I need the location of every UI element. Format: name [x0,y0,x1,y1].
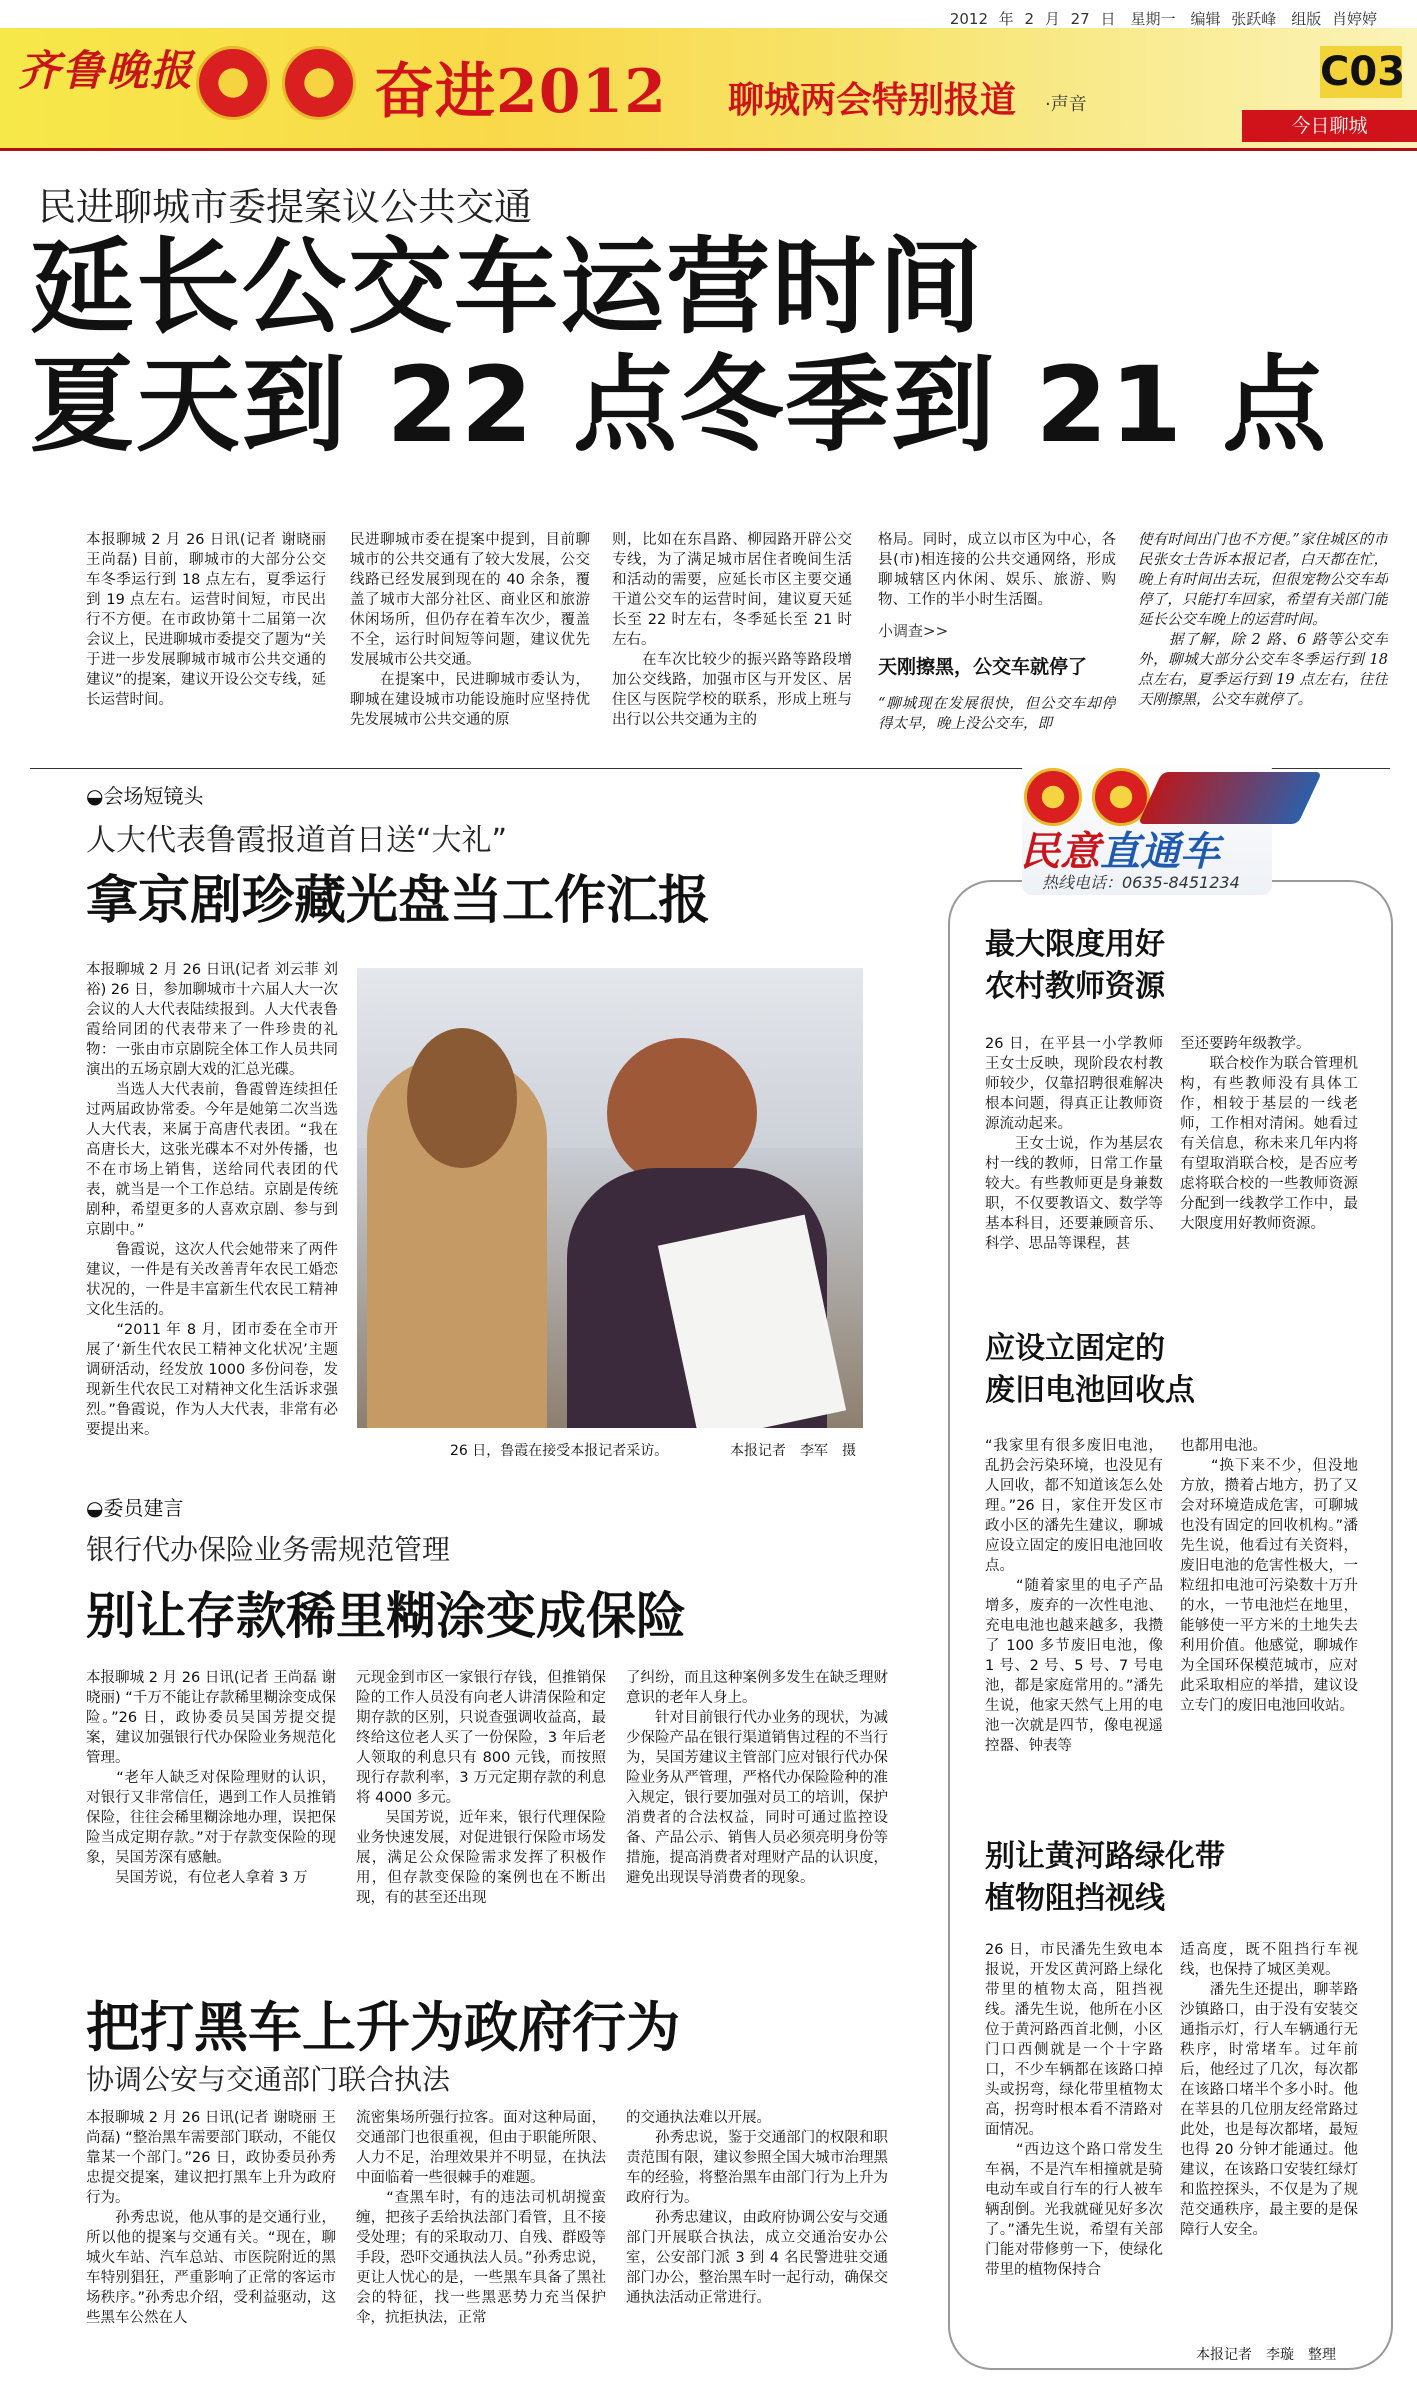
sidebar-s1-title-1: 最大限度用好 [985,927,1165,962]
banner-title: 奋进2012 [374,57,667,127]
story4-col-1: 本报聊城 2 月 26 日讯(记者 谢晓丽 王尚磊) “整治黑车需要部门联动，不能仅靠某一个部门。”26 日，政协委员孙秀忠提交提案，建议把打黑车上升为政府行为。 孙秀忠说，他从事的是交通行业，所以他的提案与交通有关。“现在，聊城火车站、汽车总站、市医院附近的黑车特别猖狂，严重影响了正常的客运市场秩序。”孙秀忠介绍，受利益驱动，这些黑车公然在人 [86,2110,336,2326]
story2-kicker: 人大代表鲁霞报道首日送“大礼” [86,823,508,858]
story3-tag [86,1492,183,1521]
lead-col-2: 民进聊城市委在提案中提到，目前聊城市的公共交通有了较大发展，公交线路已经发展到现在的 40 余条，覆盖了城市大部分社区、商业区和旅游休闲场所，但仍存在着车次少，覆盖不全，运行时间短等问题，建议优先发展城市公共交通。 在提案中，民进聊城市委认为，聊城在建设城市功能设施时应坚持优先发展城市公共交通的原 [350,532,590,728]
photo-credit: 本报记者 李军 摄 [730,1443,856,1459]
lead-headline [30,228,1328,464]
news-photo [357,968,863,1428]
survey-subhead: 天刚擦黑，公交车就停了 [878,656,1088,678]
lead-col-4: 格局。同时，成立以市区为中心，各县(市)相连接的公共交通网络，形成聊城辖区内休闲、娱乐、旅游、购物、工作的半小时生活圈。 [878,532,1116,608]
cppcc-emblem-icon [282,46,356,120]
bullet-icon: ◒ [86,784,104,808]
sidebar-s2-col-1: “我家里有很多废旧电池，乱扔会污染环境，也没见有人回收，都不知道该怎么处理。”26 日，家住开发区市政小区的潘先生建议，聊城应设立固定的废旧电池回收点。 “随着家里的电子产品增多，废弃的一次性电池、充电电池也越来越多，我攒了 100 多节废旧电池，像 1 号、2 号、5 号、7 号电池，都是家庭常用的。”潘先生说，他家天然气上用的电池一次就是四节，像电视遥控器、钟表等 [985,1438,1163,1754]
survey-kicker: 小调查>> [878,622,949,640]
story2-headline: 拿京剧珍藏光盘当工作汇报 [86,871,711,931]
sidebar-s1-title-2: 农村教师资源 [985,969,1165,1004]
story3-col-3: 了纠纷，而且这种案例多发生在缺乏理财意识的老年人身上。 针对目前银行代办业务的现状，为减少保险产品在银行渠道销售过程的不当行为，吴国芳建议主管部门应对银行代办保险业务从严管理，严格代办保险险种的准入规定，银行要加强对员工的培训，保护消费者的合法权益，同时可通过监控设备、产品公示、销售人员必须亮明身份等措施，提高消费者对理财产品的认识度，避免出现误导消费者的现象。 [626,1670,888,1886]
sidebar-s2-col-2: 也都用电池。 “换下来不少，但没地方放，攒着占地方，扔了又会对环境造成危害，可聊城也没有固定的回收机构。”潘先生说，他看过有关资料，废旧电池的危害性极大，一粒纽扣电池可污染数十万升的水，一节电池烂在地里，能够使一平方米的土地失去利用价值。他感觉，聊城作为全国环保模范城市，应对此采取相应的举措，建议设立专门的废旧电池回收站。 [1180,1438,1358,1714]
national-emblem-icon [196,46,270,120]
lead-col-3: 则，比如在东昌路、柳园路开辟公交专线，为了满足城市居住者晚间生活和活动的需要，应延长市区主要交通干道公交车的运营时间，建议夏天延长至 22 时左右，冬季延长至 21 时左右。 在车次比较少的振兴路等路段增加公交线路，加强市区与开发区、居住区与医院学校的联系，形成上班与出行以公共交通为主的 [612,532,852,728]
bullet-icon: ◒ [86,1496,104,1520]
sidebar-emblem-icon [1024,768,1082,826]
sidebar-column-title [1020,820,1220,877]
story4-col-3: 的交通执法难以开展。 孙秀忠说，鉴于交通部门的权限和职责范围有限，建议参照全国大城市治理黑车的经验，将整治黑车由部门行为上升为政府行为。 孙秀忠建议，由政府协调公安与交通部门开展联合执法，成立交通治安办公室，公安部门派 3 到 4 名民警进驻交通部门办公，整治黑车时一起行动，确保交通执法活动正常进行。 [626,2110,888,2306]
story2-tag [86,780,203,809]
sidebar-s1-col-2: 至还要跨年级教学。 联合校作为联合管理机构，有些教师没有具体工作，相较于基层的一线老师，工作相对清闲。她看过有关信息，称未来几年内将有望取消联合校，是否应考虑将联合校的一些教师资源分配到一线教学工作中，最大限度用好教师资源。 [1180,1036,1358,1232]
story3-headline: 别让存款稀里糊涂变成保险 [86,1587,686,1645]
sidebar-s3-title-2: 植物阻挡视线 [985,1881,1165,1916]
sidebar-title-a: 民意 [1020,829,1100,875]
sidebar-s3-title-1: 别让黄河路绿化带 [985,1839,1225,1874]
story3-col-2: 元现金到市区一家银行存钱，但推销保险的工作人员没有向老人讲清保险和定期存款的区别，只说查强调收益高，最终给这位老人买了一份保险，3 年后老人领取的利息只有 800 元钱，而按照现行存款利率，3 万元定期存款的利息将 4000 多元。 吴国芳说，近年来，银行代理保险业务快速发展，对促进银行保险市场发展，满足公众保险需求发挥了积极作用，但存款变保险的案例也在不断出现，有的甚至还出现 [356,1670,606,1906]
sidebar-s1-col-1: 26 日，在平县一小学教师王女士反映，现阶段农村教师较少，仅靠招聘很难解决根本问题，得真正让教师资源流动起来。 王女士说，作为基层农村一线的教师，日常工作量较大。有些教师更是身兼数职，不仅要教语文、数学等基本科目，还要兼顾音乐、科学、思品等课程，甚 [985,1036,1163,1252]
lead-col-1: 本报聊城 2 月 26 日讯(记者 谢晓丽 王尚磊) 目前，聊城市的大部分公交车冬季运行到 18 点左右，夏季运行到 19 点左右。运营时间短，市民出行不方便。在市政协第十二届第一次会议上，民进聊城市委提交了题为“关于进一步发展聊城市城市公共交通的建议”的提案，建议开设公交专线，延长运营时间。 [86,532,326,708]
banner-divider [0,148,1417,151]
lead-kicker: 民进聊城市委提案议公共交通 [38,185,533,229]
story2-body: 本报聊城 2 月 26 日讯(记者 刘云菲 刘裕) 26 日，参加聊城市十六届人大一次会议的人大代表陆续报到。人大代表鲁霞给同团的代表带来了一件珍贵的礼物：一张由市京剧院全体工作人员共同演出的五场京剧大戏的汇总光碟。 当选人大代表前，鲁霞曾连续担任过两届政协常委。今年是她第二次当选人大代表，来属于高唐代表团。“我在高唐长大，这张光碟本不对外传播，也不在市场上销售，送给同代表团的代表，就当是一个工作总结。京剧是传统剧种，希望更多的人喜欢京剧、参与到京剧中。” 鲁霞说，这次人代会她带来了两件建议，一件是有关改善青年农民工婚恋状况的，一件是丰富新生代农民工精神文化生活的。 “2011 年 8 月，团市委在全市开展了‘新生代农民工精神文化状况’主题调研活动，经发放 1000 多份问卷，发现新生代农民工对精神文化生活诉求强烈。”鲁霞说，作为人大代表，非常有必要提出来。 [86,962,338,1438]
lead-headline-line2: 夏天到 22 点冬季到 21 点 [30,344,1329,466]
photo-head-left [407,1028,517,1168]
sidebar-title-b: 直通车 [1100,829,1220,875]
story4-headline: 把打黑车上升为政府行为 [86,1996,680,2059]
sidebar-s2-title-2: 废旧电池回收点 [985,1373,1195,1408]
lead-headline-line1: 延长公交车运营时间 [30,226,985,348]
photo-caption: 26 日，鲁霞在接受本报记者采访。 [450,1443,669,1459]
train-icon [1138,772,1322,824]
story3-tag-text: 委员建言 [103,1496,184,1520]
story3-col-1: 本报聊城 2 月 26 日讯(记者 王尚磊 谢晓丽) “千万不能让存款稀里糊涂变成保险。”26 日，政协委员吴国芳提交提案，建议加强银行代办保险业务规范化管理。 “老年人缺乏对保险理财的认识，对银行又非常信任，遇到工作人员推销保险，往往会稀里糊涂地办理，误把保险当成定期存款。”对于存款变保险的现象，吴国芳深有感触。 吴国芳说，有位老人拿着 3 万 [86,1670,336,1886]
newspaper-logo: 齐鲁晚报 [18,46,195,95]
story4-kicker: 协调公安与交通部门联合执法 [86,2063,451,2096]
page-meta: 2012 年 2 月 27 日 星期一 编辑 张跃峰 组版 肖婷婷 [949,10,1377,28]
banner-suffix: ·声音 [1045,94,1087,115]
photo-head-right [607,1038,757,1188]
story2-tag-text: 会场短镜头 [103,784,204,808]
sidebar-s2-title-1: 应设立固定的 [985,1331,1165,1366]
survey-quote: “聊城现在发展很快，但公交车却停得太早，晚上没公交车，即 [878,696,1116,732]
sidebar-s3-col-2: 适高度，既不阻挡行车视线，也保持了城区美观。 潘先生还提出，聊莘路沙镇路口，由于没有安装交通指示灯，行人车辆通行无秩序，时常堵车。过年前后，他经过了几次，每次都在该路口堵半个多小时。他在莘县的几位朋友经常路过此处，也是每次都堵，最短也得 20 分钟才能通过。他建议，在该路口安装红绿灯和监控探头，不仅是为了规范交通秩序，最主要的是保障行人安全。 [1180,1942,1358,2238]
lead-col-5: 使有时间出门也不方便。”家住城区的市民张女士告诉本报记者，白天都在忙，晚上有时间出去玩，但很宠物公交车却停了，只能打车回家，希望有关部门能延长公交车晚上的运营时间。 据了解，除 2 路、6 路等公交车外，聊城大部分公交车冬季运行到 18 点左右，夏季运行到 19 点左右，往往天刚擦黑，公交车就停了。 [1138,532,1388,708]
sidebar-s2-title [985,1328,1195,1412]
sidebar-s3-col-1: 26 日，市民潘先生致电本报说，开发区黄河路上绿化带里的植物太高，阻挡视线。潘先生说，他所在小区位于黄河路西首北侧，小区门口西侧就是一个十字路口，不少车辆都在该路口掉头或拐弯，绿化带里植物太高，拐弯时根本看不清路对面情况。 “西边这个路口常发生车祸，不是汽车相撞就是骑电动车或自行车的行人被车辆刮倒。光我就碰见好多次了。”潘先生说，希望有关部门能对带修剪一下，使绿化带里的植物保持合 [985,1942,1163,2278]
story3-kicker: 银行代办保险业务需规范管理 [86,1533,451,1566]
page-number: C03 [1320,46,1402,98]
sidebar-s3-title [985,1836,1225,1920]
banner-subtitle: 聊城两会特别报道 [728,80,1017,121]
sidebar-s1-title [985,924,1165,1008]
hotline: 热线电话：0635-8451234 [1042,873,1240,892]
section-name: 今日聊城 [1242,110,1417,142]
story4-col-2: 流密集场所强行拉客。面对这种局面，交通部门也很重视，但由于职能所限、人力不足，治理效果并不明显，在执法中面临着一些很棘手的难题。 “查黑车时，有的违法司机胡搅蛮缠，把孩子丢给执法部门看管，且不接受处理；有的采取动刀、自残、群殴等手段，恐吓交通执法人员。”孙秀忠说，更让人忧心的是，一些黑车具备了黑社会的特征，找一些黑恶势力充当保护伞，抗拒执法，正常 [356,2110,606,2326]
sidebar-s3-credit: 本报记者 李璇 整理 [1196,2347,1336,2363]
